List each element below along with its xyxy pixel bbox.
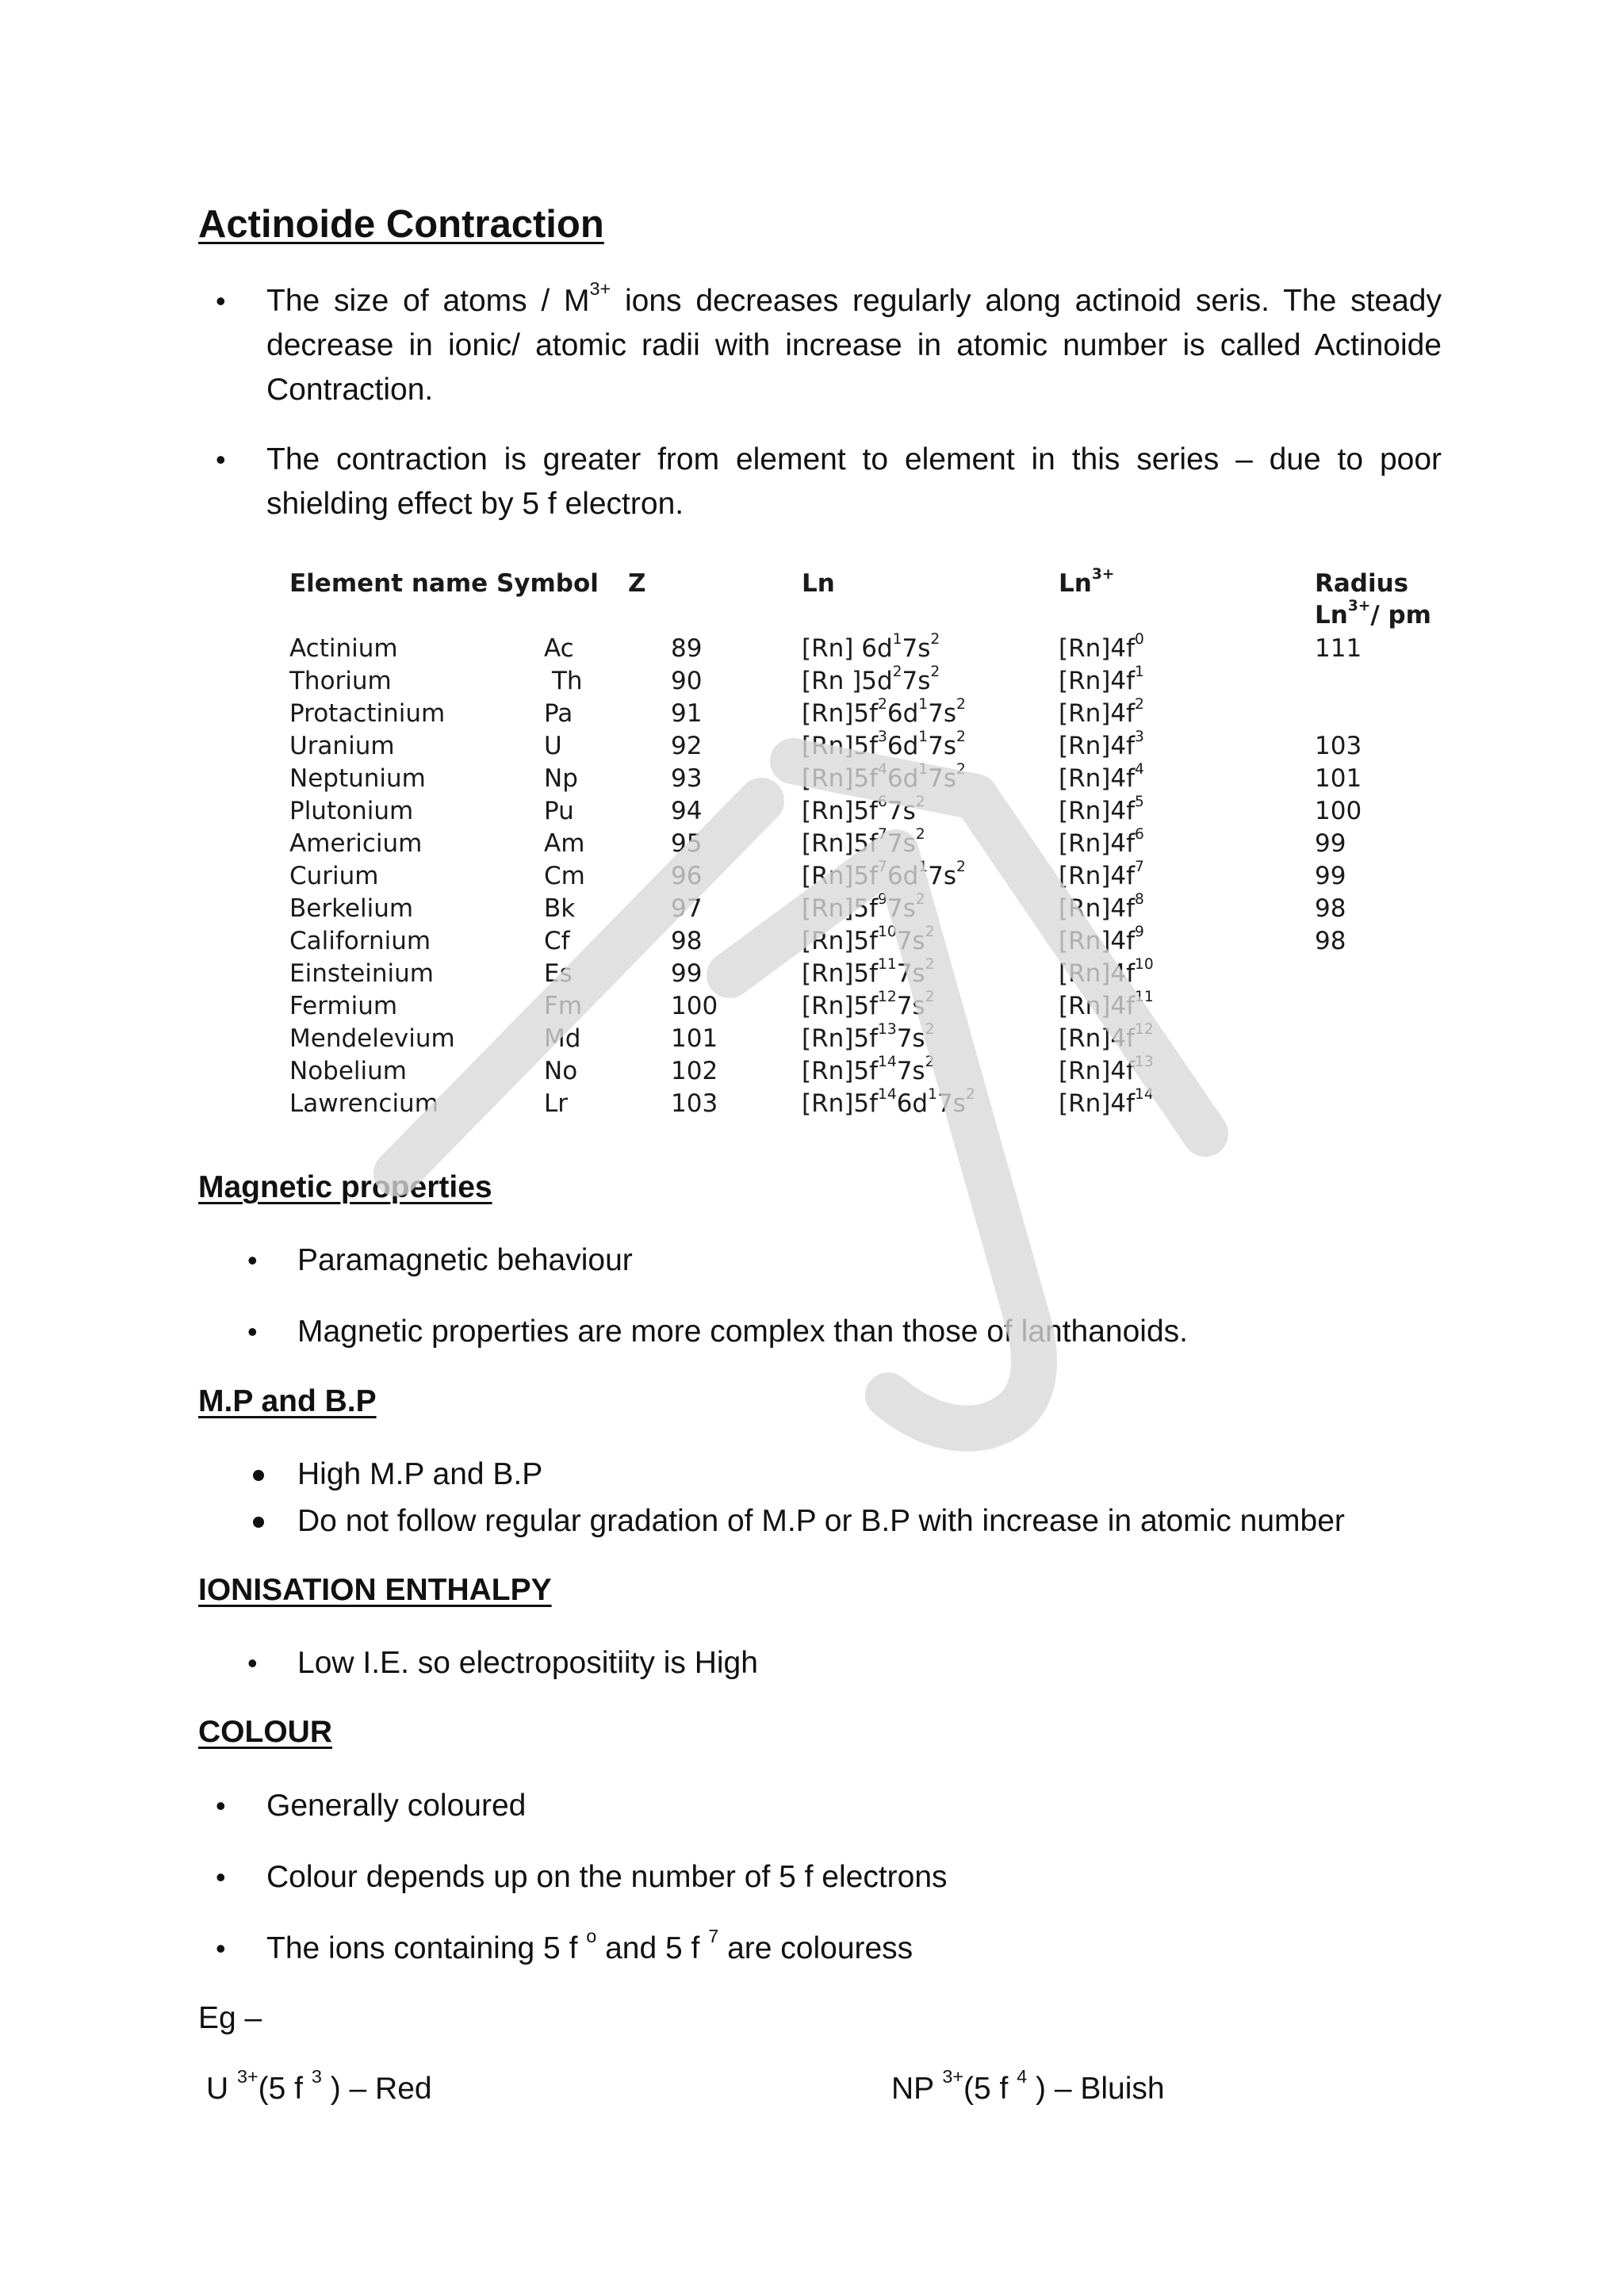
ln3-config-cell: $[Rn]4f^8$	[1059, 891, 1144, 923]
atomic-number-cell: 96	[671, 862, 703, 890]
disc-bullet-marker	[253, 1470, 264, 1481]
atomic-number-cell: 89	[671, 634, 703, 663]
mpbp-bullet-1: High M.P and B.P	[297, 1457, 543, 1491]
ln3-config-cell: $[Rn]4f^1$	[1059, 664, 1144, 695]
atomic-number-cell: 98	[671, 927, 703, 955]
header-z: Z	[628, 569, 646, 598]
atomic-number-cell: 94	[671, 797, 703, 825]
header-element-symbol: Element name Symbol	[289, 569, 599, 598]
heading-colour: COLOUR	[198, 1715, 332, 1749]
element-symbol-cell: Es	[544, 959, 573, 988]
atomic-number-cell: 102	[671, 1057, 718, 1085]
ln-config-cell: $[Rn]5f^26d^17s^2$	[802, 696, 966, 728]
ln-config-cell: $[Rn]5f^{13}7s^2$	[802, 1021, 935, 1053]
element-name-cell: Uranium	[289, 732, 395, 760]
colour-bullet-2: Colour depends up on the number of 5 f electrons	[266, 1860, 948, 1894]
ln3-config-cell: $[Rn]4f^5$	[1059, 794, 1144, 825]
element-name-cell: Neptunium	[289, 764, 426, 793]
element-symbol-cell: Th	[552, 667, 583, 695]
element-symbol-cell: Fm	[544, 992, 583, 1020]
intro-bullet-2: The contraction is greater from element to element in this series – due to poor shielding effect by 5 f electron.	[266, 442, 1442, 521]
element-symbol-cell: Md	[544, 1024, 581, 1053]
radius-cell: 98	[1315, 894, 1346, 923]
element-symbol-cell: Pa	[544, 699, 573, 728]
ln3-config-cell: $[Rn]4f^7$	[1059, 859, 1144, 890]
ln3-config-cell: $[Rn]4f^2$	[1059, 696, 1144, 728]
ln-config-cell: [Rn ]$5d^27s^2$	[802, 664, 940, 695]
atomic-number-cell: 93	[671, 764, 703, 793]
ln-config-cell: $[Rn]5f^77s^2$	[802, 826, 925, 858]
ln-config-cell: $[Rn]5f^76d^17s^2$	[802, 859, 966, 890]
element-name-cell: Lawrencium	[289, 1089, 439, 1118]
ln-config-cell: $[Rn]5f^46d^17s^2$	[802, 761, 966, 793]
atomic-number-cell: 100	[671, 992, 718, 1020]
atomic-number-cell: 103	[671, 1089, 718, 1118]
ln3-config-cell: $[Rn]4f^{10}$	[1059, 956, 1154, 988]
disc-bullet-marker	[253, 1517, 264, 1528]
bullet-marker: •	[247, 1647, 258, 1679]
radius-cell: 101	[1315, 764, 1362, 793]
radius-cell: 103	[1315, 732, 1362, 760]
header-ln3: $Ln^{3+}$	[1059, 566, 1115, 598]
element-name-cell: Fermium	[289, 992, 398, 1020]
element-symbol-cell: Am	[544, 829, 585, 858]
atomic-number-cell: 91	[671, 699, 703, 728]
ln3-config-cell: $[Rn]4f^9$	[1059, 924, 1144, 955]
ln-config-cell: $[Rn]5f^36d^17s^2$	[802, 729, 966, 760]
element-symbol-cell: Np	[544, 764, 578, 793]
element-name-cell: Einsteinium	[289, 959, 434, 988]
example-neptunium: NP $^{3+}$(5 f $^4$ ) – Bluish	[891, 2066, 1165, 2106]
element-name-cell: Curium	[289, 862, 379, 890]
element-name-cell: Actinium	[289, 634, 398, 663]
radius-cell: 98	[1315, 927, 1346, 955]
radius-cell: 111	[1315, 634, 1362, 663]
heading-magnetic: Magnetic properties	[198, 1170, 492, 1204]
ln3-config-cell: $[Rn]4f^4$	[1059, 761, 1144, 793]
example-uranium: U $^{3+}$(5 f $^3$ ) – Red	[206, 2066, 432, 2106]
element-symbol-cell: Bk	[544, 894, 576, 923]
heading-ionisation: IONISATION ENTHALPY	[198, 1573, 552, 1607]
bullet-marker: •	[247, 1244, 258, 1276]
ln-config-cell: $[Rn]5f^{14}7s^2$	[802, 1054, 935, 1085]
eg-label: Eg –	[198, 2001, 262, 2035]
ln-config-cell: $[Rn]5f^{11}7s^2$	[802, 956, 935, 988]
ln3-config-cell: $[Rn]4f^{13}$	[1059, 1054, 1154, 1085]
colour-bullet-3: The ions containing 5 f $^o$ and 5 f $^7$ are colouress	[266, 1926, 914, 1965]
element-name-cell: Plutonium	[289, 797, 414, 825]
bullet-marker: •	[216, 1932, 226, 1965]
header-radius: Radius	[1315, 569, 1409, 598]
atomic-number-cell: 90	[671, 667, 703, 695]
ln3-config-cell: $[Rn]4f^{11}$	[1059, 989, 1154, 1020]
heading-mpbp: M.P and B.P	[198, 1384, 377, 1418]
magnetic-bullet-1: Paramagnetic behaviour	[297, 1243, 633, 1277]
element-symbol-cell: No	[544, 1057, 578, 1085]
bullet-marker: •	[216, 1861, 226, 1893]
ln3-config-cell: $[Rn]4f^0$	[1059, 631, 1144, 663]
bullet-marker: •	[247, 1315, 258, 1348]
atomic-number-cell: 92	[671, 732, 703, 760]
page-title: Actinoide Contraction	[198, 203, 604, 246]
ln3-config-cell: $[Rn]4f^{12}$	[1059, 1021, 1154, 1053]
header-ln: Ln	[802, 569, 835, 598]
bullet-marker: •	[216, 443, 226, 476]
element-name-cell: Nobelium	[289, 1057, 407, 1085]
ln-config-cell: $[Rn]5f^97s^2$	[802, 891, 925, 923]
ln-config-cell: $[Rn]5f^{12}7s^2$	[802, 989, 935, 1020]
atomic-number-cell: 95	[671, 829, 703, 858]
bullet-marker: •	[216, 1789, 226, 1822]
ln-config-cell: [Rn] $6d^17s^2$	[802, 631, 940, 663]
ln3-config-cell: $[Rn]4f^3$	[1059, 729, 1144, 760]
element-symbol-cell: Pu	[544, 797, 574, 825]
atomic-number-cell: 99	[671, 959, 703, 988]
element-symbol-cell: Lr	[544, 1089, 569, 1118]
magnetic-bullet-2: Magnetic properties are more complex than those of lanthanoids.	[297, 1314, 1188, 1349]
atomic-number-cell: 101	[671, 1024, 718, 1053]
ionisation-bullet-1: Low I.E. so electropositiity is High	[297, 1646, 758, 1680]
element-name-cell: Thorium	[289, 667, 392, 695]
colour-bullet-1: Generally coloured	[266, 1789, 527, 1823]
element-name-cell: Protactinium	[289, 699, 446, 728]
element-name-cell: Californium	[289, 927, 431, 955]
radius-cell: 100	[1315, 797, 1362, 825]
intro-bullet-1: The size of atoms / $M^{3+}$ ions decreases regularly along actinoid seris. The steady decrease in ionic/ atomic radii with increase in atomic number is called Actinoide Contraction.	[266, 278, 1442, 407]
element-symbol-cell: U	[544, 732, 562, 760]
ln3-config-cell: $[Rn]4f^6$	[1059, 826, 1144, 858]
radius-cell: 99	[1315, 829, 1346, 858]
element-symbol-cell: Ac	[544, 634, 574, 663]
element-name-cell: Mendelevium	[289, 1024, 455, 1053]
element-name-cell: Berkelium	[289, 894, 414, 923]
bullet-marker: •	[216, 285, 226, 317]
ln-config-cell: $[Rn]5f^{10}7s^2$	[802, 924, 935, 955]
element-name-cell: Americium	[289, 829, 423, 858]
ln3-config-cell: $[Rn]4f^{14}$	[1059, 1086, 1154, 1118]
element-symbol-cell: Cm	[544, 862, 585, 890]
atomic-number-cell: 97	[671, 894, 703, 923]
element-symbol-cell: Cf	[544, 927, 570, 955]
ln-config-cell: $[Rn]5f^{14}6d^17s^2$	[802, 1086, 975, 1118]
header-radius-unit: $Ln^{3+}/$ pm	[1315, 598, 1431, 629]
ln-config-cell: $[Rn]5f^67s^2$	[802, 794, 925, 825]
mpbp-bullet-2: Do not follow regular gradation of M.P or B.P with increase in atomic number	[297, 1504, 1345, 1538]
radius-cell: 99	[1315, 862, 1346, 890]
